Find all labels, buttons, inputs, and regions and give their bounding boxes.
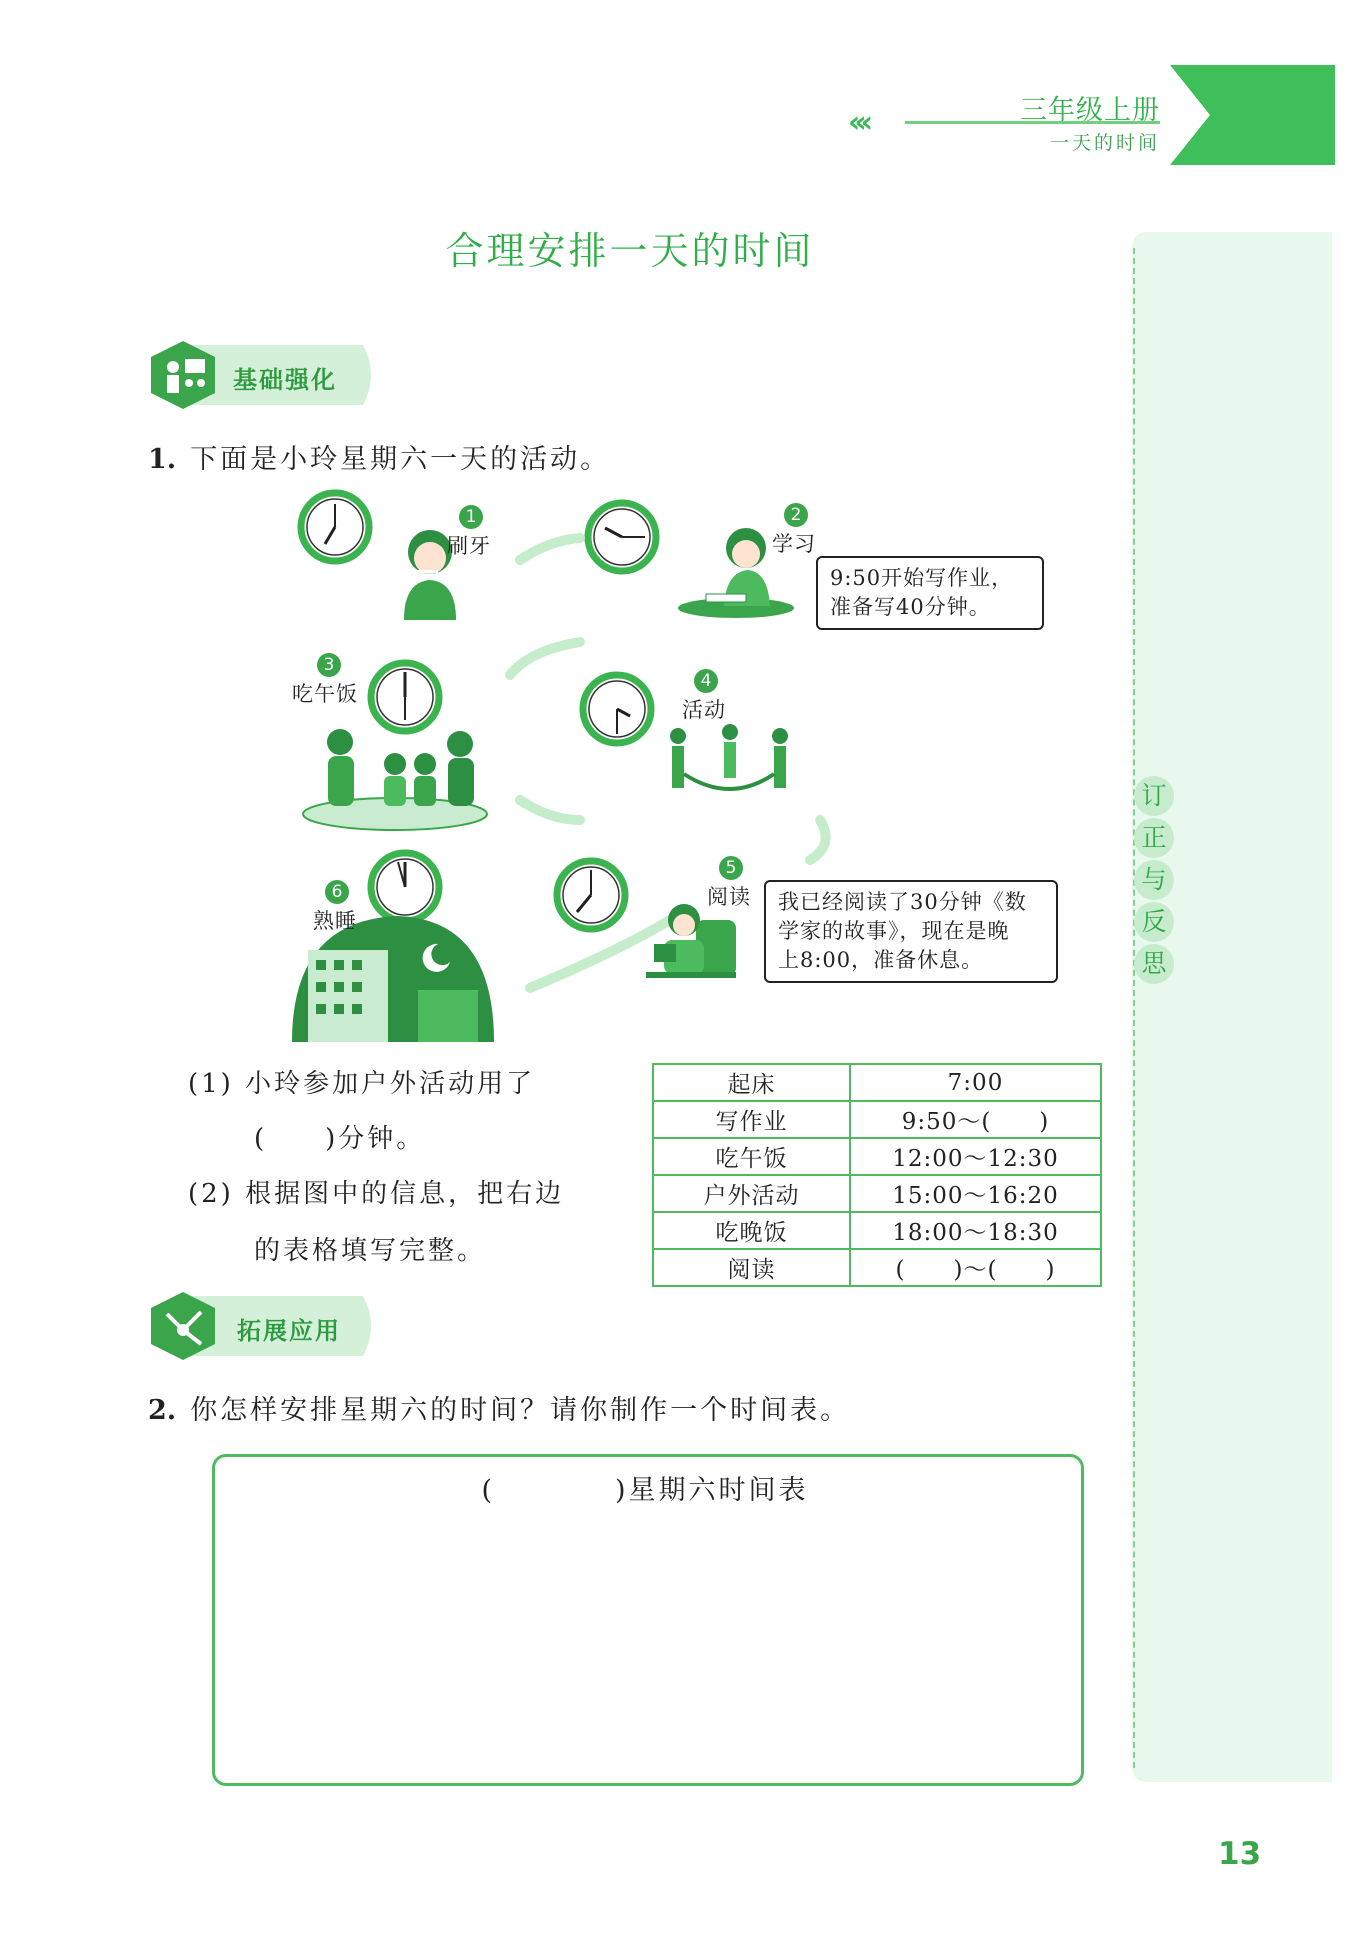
- page-title: 合理安排一天的时间: [445, 229, 815, 273]
- sub-question-2-line1: (2) 根据图中的信息，把右边: [188, 1179, 565, 1209]
- activity-number-badge: 2: [784, 503, 808, 527]
- header-unit: 一天的时间: [1049, 132, 1160, 154]
- sidebar-char: 与: [1134, 860, 1174, 900]
- table-row: 起床 7:00: [653, 1064, 1101, 1101]
- header-arrow-banner: [1170, 65, 1335, 165]
- section-label-extend: 拓展应用: [237, 1317, 341, 1345]
- sub-question-2-line2: 的表格填写完整。: [254, 1236, 487, 1266]
- sidebar-char: 反: [1134, 902, 1174, 942]
- table-row: 吃晚饭 18:00～18:30: [653, 1212, 1101, 1249]
- page-number: 13: [1218, 1836, 1262, 1872]
- sidebar-panel: [1132, 232, 1332, 1782]
- table-row: 写作业 9:50～( ): [653, 1101, 1101, 1138]
- activity-label: 刷牙: [447, 534, 491, 558]
- family-lunch-illustration: [300, 722, 490, 832]
- activity-label: 活动: [682, 698, 726, 722]
- activity-number-badge: 1: [459, 505, 483, 529]
- activity-number-badge: 4: [694, 669, 718, 693]
- activity-number-badge: 3: [317, 653, 341, 677]
- schedule-table: [652, 1063, 1102, 1287]
- question-1: 1. 下面是小玲星期六一天的活动。: [148, 444, 611, 475]
- activity-label: 熟睡: [313, 909, 357, 933]
- activity-label: 吃午饭: [292, 682, 358, 706]
- header-grade: 三年级上册: [1020, 95, 1160, 126]
- girl-reading-illustration: [636, 900, 746, 980]
- sub-question-1-line2: ( )分钟。: [254, 1124, 426, 1154]
- activity-number-badge: 6: [325, 880, 349, 904]
- sidebar-dashed-line: [1133, 248, 1135, 1768]
- activity-label: 阅读: [707, 885, 751, 909]
- sub-question-1-line1: (1) 小玲参加户外活动用了: [188, 1069, 536, 1099]
- table-row: 阅读 ( )～( ): [653, 1249, 1101, 1286]
- sidebar-char: 订: [1134, 776, 1174, 816]
- table-row: 户外活动 15:00～16:20: [653, 1175, 1101, 1212]
- activity-label: 学习: [772, 532, 816, 556]
- sidebar-char: 正: [1134, 818, 1174, 858]
- table-row: 吃午饭 12:00～12:30: [653, 1138, 1101, 1175]
- activity-number-badge: 5: [719, 856, 743, 880]
- timetable-title: ( )星期六时间表: [481, 1475, 809, 1506]
- section-label-basic: 基础强化: [233, 366, 337, 394]
- question-2: 2. 你怎样安排星期六的时间？请你制作一个时间表。: [148, 1395, 851, 1426]
- speech-bubble-study: 9:50开始写作业， 准备写40分钟。: [816, 556, 1044, 630]
- chevron-left-icon: ‹‹‹: [848, 105, 868, 140]
- sidebar-char: 思: [1134, 944, 1174, 984]
- kids-jumping-rope-illustration: [660, 724, 800, 804]
- speech-bubble-reading: 我已经阅读了30分钟《数 学家的故事》，现在是晚 上8:00，准备休息。: [764, 880, 1058, 983]
